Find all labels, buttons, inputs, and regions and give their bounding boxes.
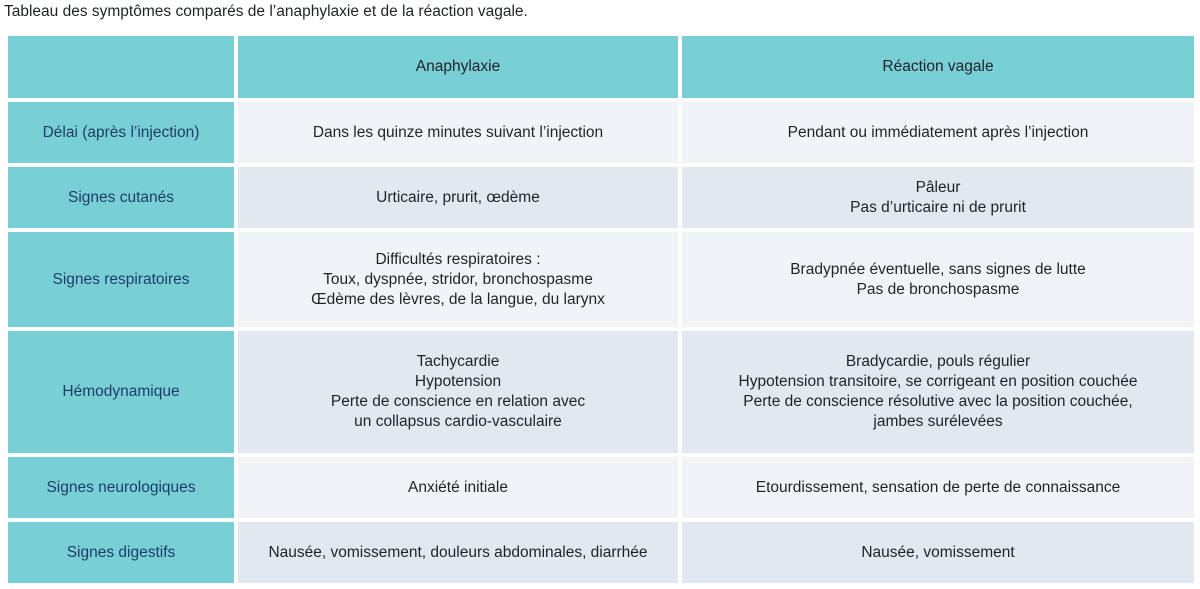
cell-delai-vagale: Pendant ou immédiatement après l’injection (682, 102, 1194, 163)
header-reaction-vagale: Réaction vagale (682, 36, 1194, 98)
row-label-signes-digestifs: Signes digestifs (8, 522, 234, 583)
header-anaphylaxie: Anaphylaxie (238, 36, 678, 98)
comparison-table (8, 36, 1194, 583)
cell-cutanes-anaphylaxie: Urticaire, prurit, œdème (238, 167, 678, 228)
cell-respiratoires-anaphylaxie: Difficultés respiratoires : Toux, dyspnée, stridor, bronchospasme Œdème des lèvres, de la langue, du larynx (238, 232, 678, 327)
row-label-signes-respiratoires: Signes respiratoires (8, 232, 234, 327)
table-caption: Tableau des symptômes comparés de l’anaphylaxie et de la réaction vagale. (4, 3, 528, 20)
cell-cutanes-vagale: Pâleur Pas d’urticaire ni de prurit (682, 167, 1194, 228)
cell-hemodynamique-anaphylaxie: Tachycardie Hypotension Perte de conscience en relation avec un collapsus cardio-vasculaire (238, 331, 678, 453)
row-label-delai: Délai (après l’injection) (8, 102, 234, 163)
cell-hemodynamique-vagale: Bradycardie, pouls régulier Hypotension transitoire, se corrigeant en position couchée Perte de conscience résolutive avec la position couchée, jambes surélevées (682, 331, 1194, 453)
cell-digestifs-anaphylaxie: Nausée, vomissement, douleurs abdominales, diarrhée (238, 522, 678, 583)
row-label-hemodynamique: Hémodynamique (8, 331, 234, 453)
cell-respiratoires-vagale: Bradypnée éventuelle, sans signes de lutte Pas de bronchospasme (682, 232, 1194, 327)
row-label-signes-neurologiques: Signes neurologiques (8, 457, 234, 518)
header-corner-cell (8, 36, 234, 98)
cell-digestifs-vagale: Nausée, vomissement (682, 522, 1194, 583)
cell-delai-anaphylaxie: Dans les quinze minutes suivant l’injection (238, 102, 678, 163)
cell-neurologiques-vagale: Etourdissement, sensation de perte de connaissance (682, 457, 1194, 518)
cell-neurologiques-anaphylaxie: Anxiété initiale (238, 457, 678, 518)
row-label-signes-cutanes: Signes cutanés (8, 167, 234, 228)
